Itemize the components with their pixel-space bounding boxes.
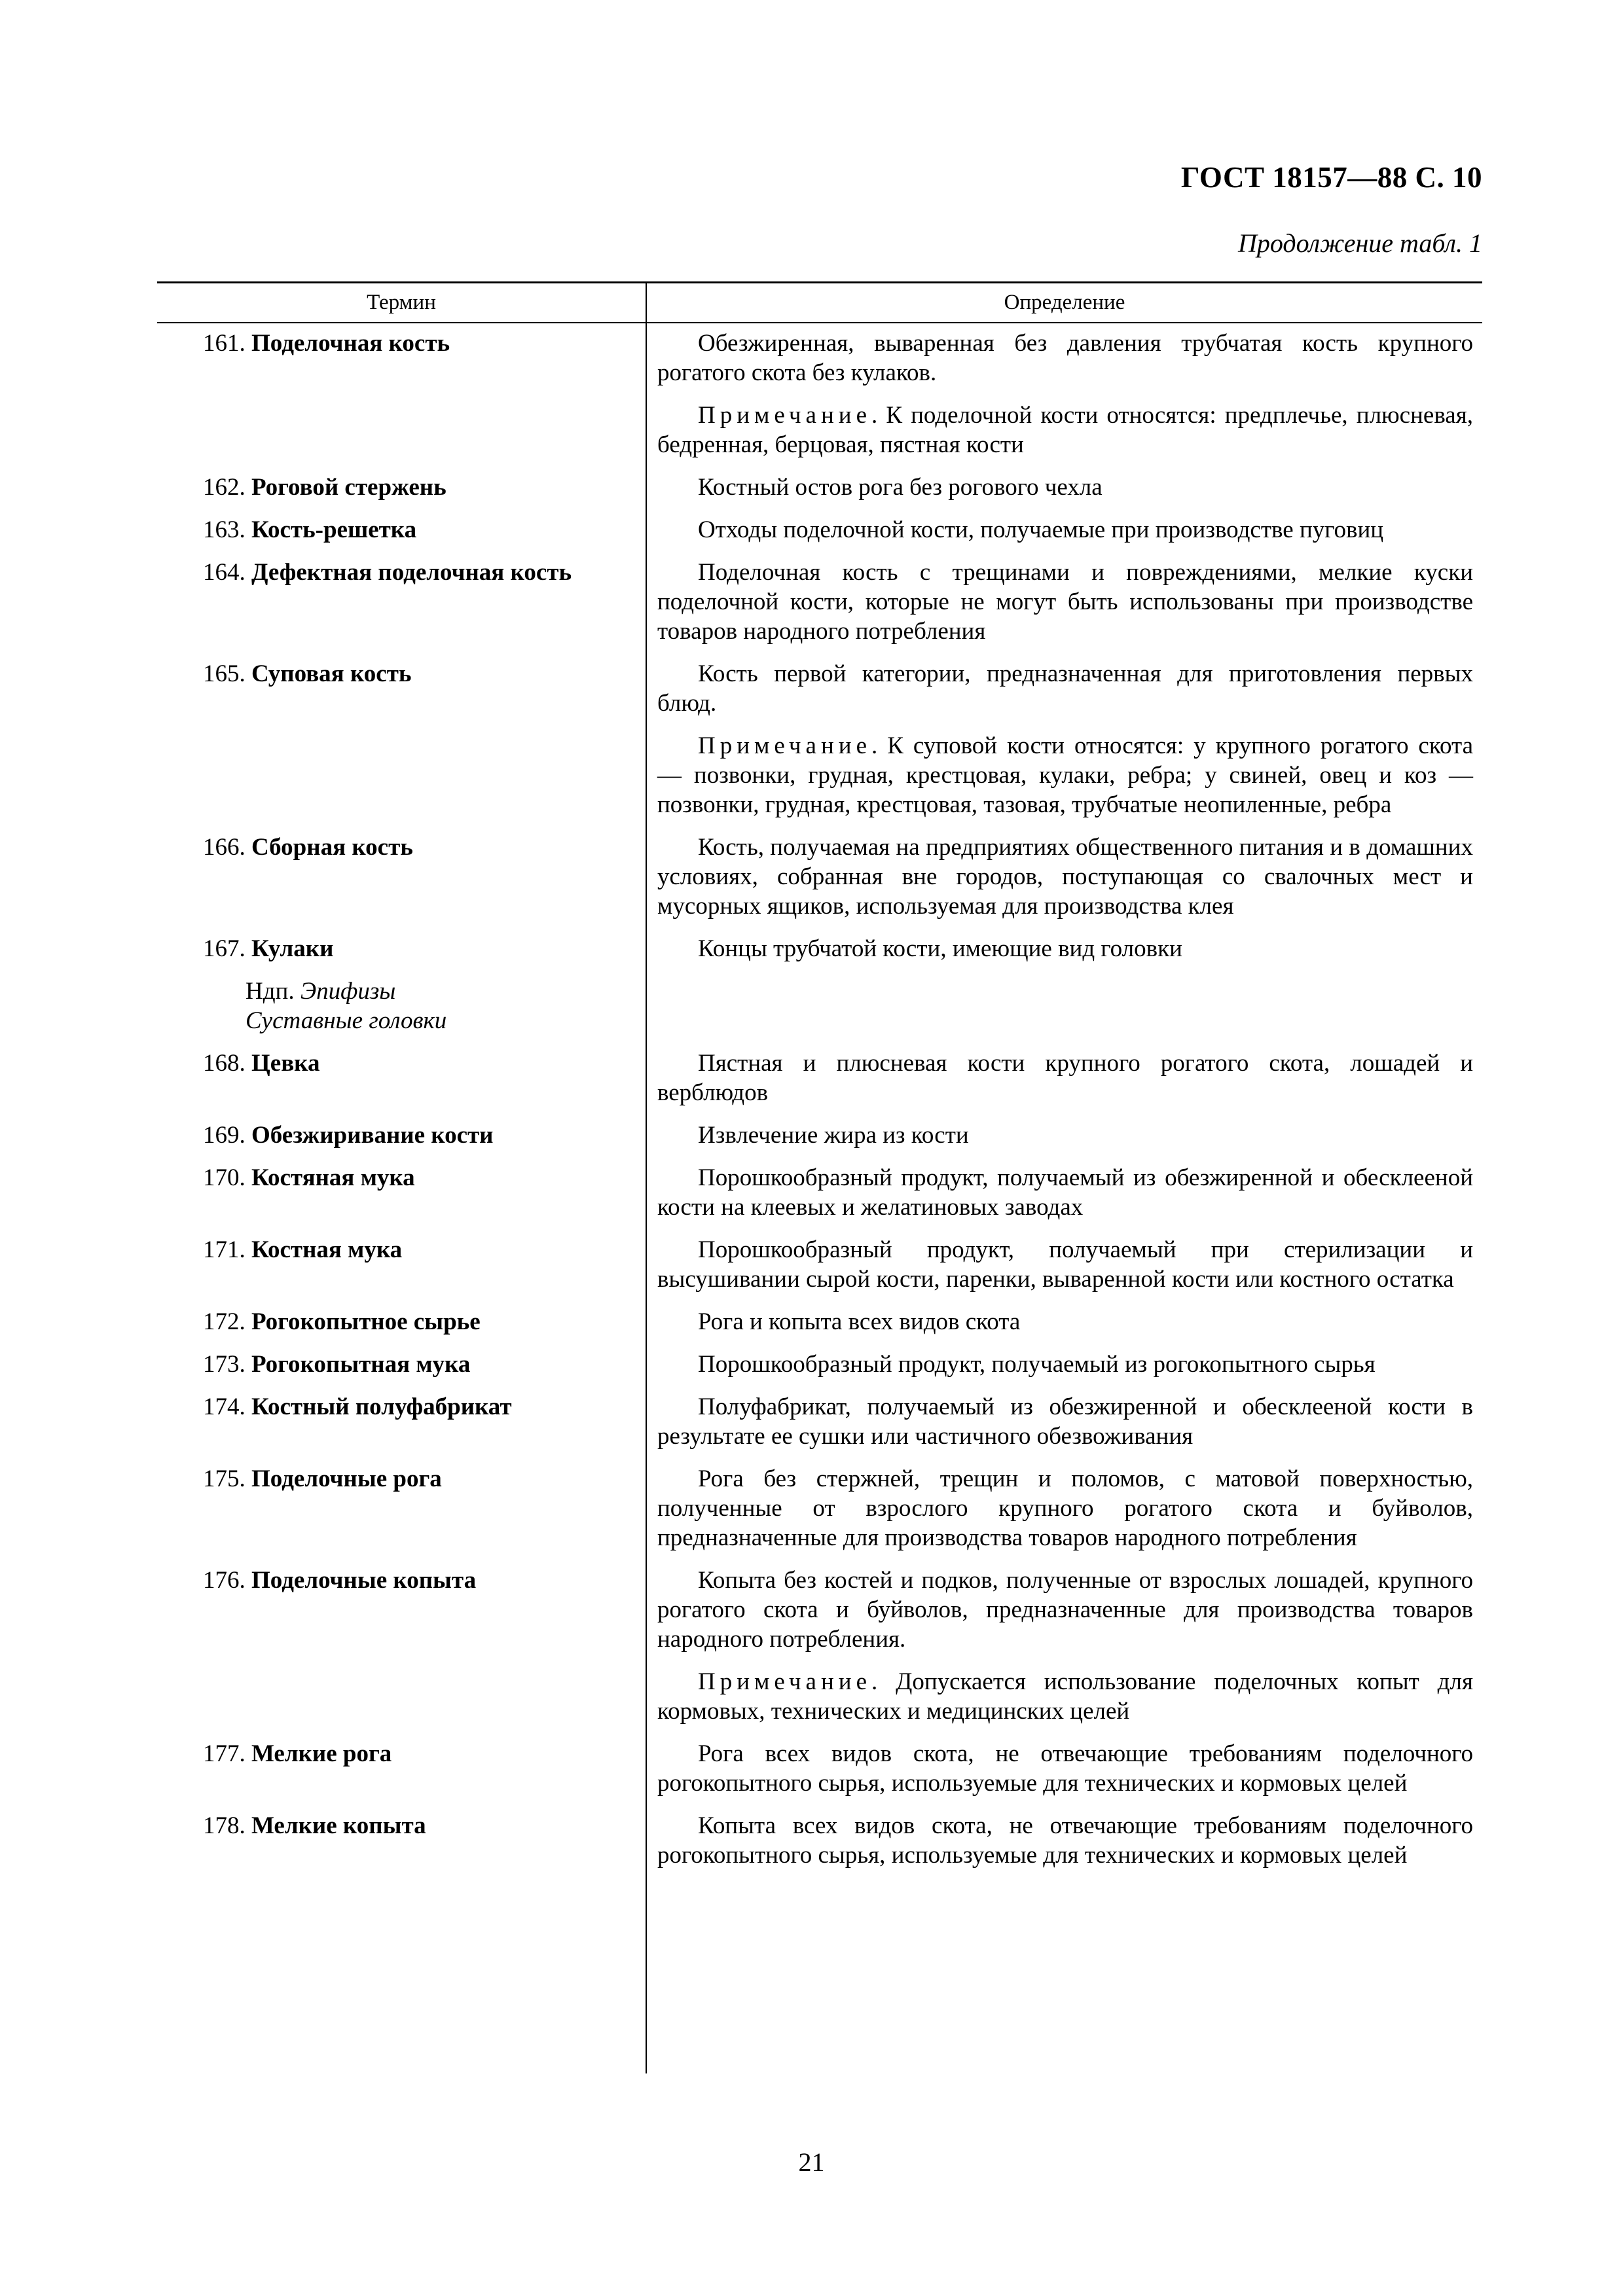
term-cell bbox=[157, 659, 646, 819]
term-number: 170. bbox=[203, 1164, 246, 1191]
row-spacer bbox=[157, 1222, 1482, 1235]
definition-cell bbox=[646, 1049, 1482, 1107]
deprecated-term-line bbox=[203, 1006, 632, 1035]
term-number: 172. bbox=[203, 1308, 246, 1335]
table-row bbox=[157, 1350, 1482, 1379]
term-cell bbox=[157, 1464, 646, 1552]
term-number: 161. bbox=[203, 330, 246, 357]
definition-text: Рога всех видов скота, не отвечающие требованиям поделочного рогокопытного сырья, используемые для технических и кормовых целей bbox=[657, 1740, 1473, 1797]
term-number: 178. bbox=[203, 1812, 246, 1839]
definition-text: Копыта без костей и подков, полученные от взрослых лошадей, крупного рогатого скота и буйволов, предназначенные для производства товаров народного потребления. bbox=[657, 1567, 1473, 1653]
definition-text: Кость первой категории, предназначенная для приготовления первых блюд. bbox=[657, 660, 1473, 717]
table-row bbox=[157, 1464, 1482, 1552]
column-header-term: Термин bbox=[367, 291, 436, 314]
term-cell bbox=[157, 833, 646, 921]
row-spacer bbox=[157, 1379, 1482, 1392]
term-cell bbox=[157, 1739, 646, 1798]
table-continuation-label: Продолжение табл. 1 bbox=[1237, 228, 1482, 258]
definition-text: Отходы поделочной кости, получаемые при производстве пуговиц bbox=[698, 516, 1384, 543]
definition-text: Рога и копыта всех видов скота bbox=[698, 1308, 1021, 1335]
term-name: Мелкие копыта bbox=[251, 1812, 426, 1839]
deprecated-term-line bbox=[203, 963, 632, 1006]
definition-text: Пястная и плюсневая кости крупного рогатого скота, лошадей и верблюдов bbox=[657, 1050, 1473, 1106]
table-row bbox=[157, 1739, 1482, 1798]
column-header-definition: Определение bbox=[1004, 291, 1125, 314]
definition-text: Порошкообразный продукт, получаемый при стерилизации и высушивании сырой кости, паренки, вываренной кости или костного остатка bbox=[657, 1236, 1473, 1293]
definition-cell bbox=[646, 1464, 1482, 1552]
term-name: Кулаки bbox=[251, 935, 334, 962]
row-spacer bbox=[157, 1798, 1482, 1811]
table-row bbox=[157, 473, 1482, 502]
term-name: Сборная кость bbox=[251, 834, 413, 861]
term-number: 163. bbox=[203, 516, 246, 543]
table-row bbox=[157, 659, 1482, 819]
row-spacer bbox=[157, 646, 1482, 659]
table-top-rule bbox=[157, 281, 1482, 283]
term-cell bbox=[157, 473, 646, 502]
term-name: Обезжиривание кости bbox=[251, 1122, 494, 1149]
term-cell bbox=[157, 1811, 646, 1870]
row-spacer bbox=[157, 1552, 1482, 1566]
note-text: . К суповой кости относятся: у крупного рогатого скота — позвонки, грудная, крестцовая, кулаки, ребра; у свиней, овец и коз — позвонки, грудная, крестцовая, тазовая, трубчатые неопиленные, ребра bbox=[657, 732, 1473, 818]
definition-note bbox=[657, 731, 1473, 819]
definition-cell bbox=[646, 1350, 1482, 1379]
definition-cell bbox=[646, 1811, 1482, 1870]
term-number: 175. bbox=[203, 1465, 246, 1492]
term-cell bbox=[157, 1307, 646, 1336]
term-cell bbox=[157, 515, 646, 545]
row-spacer bbox=[157, 459, 1482, 473]
table-row bbox=[157, 1566, 1482, 1726]
definition-text: Полуфабрикат, получаемый из обезжиренной и обесклееной кости в результате ее сушки или частичного обезвоживания bbox=[657, 1393, 1473, 1450]
definition-text: Копыта всех видов скота, не отвечающие требованиям поделочного рогокопытного сырья, используемые для технических и кормовых целей bbox=[657, 1812, 1473, 1869]
row-spacer bbox=[157, 921, 1482, 934]
table-body bbox=[157, 329, 1482, 1870]
row-spacer bbox=[157, 1336, 1482, 1350]
table-row bbox=[157, 1811, 1482, 1870]
table-row bbox=[157, 329, 1482, 459]
row-spacer bbox=[157, 1107, 1482, 1121]
deprecated-label: Ндп. bbox=[246, 978, 295, 1005]
term-name: Поделочные рога bbox=[251, 1465, 442, 1492]
row-spacer bbox=[157, 545, 1482, 558]
definition-cell bbox=[646, 1121, 1482, 1150]
note-text: . К поделочной кости относятся: предплечье, плюсневая, бедренная, берцовая, пястная кости bbox=[657, 402, 1473, 458]
term-name: Рогокопытная мука bbox=[251, 1351, 471, 1378]
row-spacer bbox=[157, 1150, 1482, 1163]
term-number: 164. bbox=[203, 559, 246, 586]
term-number: 166. bbox=[203, 834, 246, 861]
table-row bbox=[157, 1121, 1482, 1150]
row-spacer bbox=[157, 1726, 1482, 1739]
term-cell bbox=[157, 1566, 646, 1726]
term-name: Поделочные копыта bbox=[251, 1567, 477, 1594]
definition-cell bbox=[646, 1163, 1482, 1222]
definition-text: Порошкообразный продукт, получаемый из обезжиренной и обесклееной кости на клеевых и желатиновых заводах bbox=[657, 1164, 1473, 1221]
definition-cell bbox=[646, 329, 1482, 459]
table-row bbox=[157, 934, 1482, 1035]
document-header-title: ГОСТ 18157—88 С. 10 bbox=[1180, 161, 1482, 194]
term-number: 167. bbox=[203, 935, 246, 962]
table-row bbox=[157, 1307, 1482, 1336]
term-number: 168. bbox=[203, 1050, 246, 1077]
term-name: Поделочная кость bbox=[251, 330, 450, 357]
definition-text: Порошкообразный продукт, получаемый из рогокопытного сырья bbox=[698, 1351, 1376, 1378]
term-cell bbox=[157, 329, 646, 459]
definition-cell bbox=[646, 473, 1482, 502]
term-name: Цевка bbox=[251, 1050, 320, 1077]
term-name: Кость-решетка bbox=[251, 516, 417, 543]
row-spacer bbox=[157, 819, 1482, 833]
definition-cell bbox=[646, 1235, 1482, 1294]
term-name: Костная мука bbox=[251, 1236, 403, 1263]
term-name: Рогокопытное сырье bbox=[251, 1308, 481, 1335]
row-spacer bbox=[157, 502, 1482, 515]
definition-cell bbox=[646, 515, 1482, 545]
table-row bbox=[157, 515, 1482, 545]
definition-text: Рога без стержней, трещин и поломов, с матовой поверхностью, полученные от взрослого крупного рогатого скота и буйволов, предназначенные для производства товаров народного потребления bbox=[657, 1465, 1473, 1551]
definition-cell bbox=[646, 558, 1482, 646]
table-row bbox=[157, 558, 1482, 646]
term-cell bbox=[157, 558, 646, 646]
note-label: Примечание bbox=[698, 732, 871, 759]
definition-text: Обезжиренная, вываренная без давления трубчатая кость крупного рогатого скота без кулаков. bbox=[657, 330, 1473, 386]
definition-text: Поделочная кость с трещинами и повреждениями, мелкие куски поделочной кости, которые не могут быть использованы при производстве товаров народного потребления bbox=[657, 559, 1473, 645]
deprecated-term: Эпифизы bbox=[300, 978, 396, 1005]
definition-cell bbox=[646, 833, 1482, 921]
definition-cell bbox=[646, 659, 1482, 819]
definition-cell bbox=[646, 1392, 1482, 1451]
term-name: Мелкие рога bbox=[251, 1740, 392, 1767]
table-row bbox=[157, 1163, 1482, 1222]
term-number: 177. bbox=[203, 1740, 246, 1767]
term-number: 165. bbox=[203, 660, 246, 687]
term-cell bbox=[157, 934, 646, 1035]
definition-cell bbox=[646, 934, 1482, 1035]
row-spacer bbox=[157, 1035, 1482, 1049]
term-cell bbox=[157, 1049, 646, 1107]
definition-text: Костный остов рога без рогового чехла bbox=[698, 474, 1103, 501]
definition-note bbox=[657, 401, 1473, 459]
term-name: Дефектная поделочная кость bbox=[251, 559, 572, 586]
definition-text: Извлечение жира из кости bbox=[698, 1122, 969, 1149]
term-number: 174. bbox=[203, 1393, 246, 1420]
definition-note bbox=[657, 1667, 1473, 1726]
term-number: 171. bbox=[203, 1236, 246, 1263]
term-number: 173. bbox=[203, 1351, 246, 1378]
page-number: 21 bbox=[798, 2147, 825, 2177]
term-number: 169. bbox=[203, 1122, 246, 1149]
table-header-rule bbox=[157, 322, 1482, 323]
definition-text: Концы трубчатой кости, имеющие вид головки bbox=[698, 935, 1182, 962]
term-cell bbox=[157, 1235, 646, 1294]
definition-cell bbox=[646, 1739, 1482, 1798]
definition-cell bbox=[646, 1307, 1482, 1336]
table-row bbox=[157, 1392, 1482, 1451]
row-spacer bbox=[157, 1294, 1482, 1307]
table-row bbox=[157, 833, 1482, 921]
term-cell bbox=[157, 1163, 646, 1222]
definition-cell bbox=[646, 1566, 1482, 1726]
table-row bbox=[157, 1235, 1482, 1294]
table-row bbox=[157, 1049, 1482, 1107]
term-cell bbox=[157, 1392, 646, 1451]
term-cell bbox=[157, 1350, 646, 1379]
term-number: 176. bbox=[203, 1567, 246, 1594]
note-label: Примечание bbox=[698, 402, 871, 429]
row-spacer bbox=[157, 1451, 1482, 1464]
note-label: Примечание bbox=[698, 1668, 871, 1695]
term-name: Костный полуфабрикат bbox=[251, 1393, 512, 1420]
definition-text: Кость, получаемая на предприятиях общественного питания и в домашних условиях, собранная вне городов, поступающая со свалочных мест и мусорных ящиков, используемая для производства клея bbox=[657, 834, 1473, 920]
term-number: 162. bbox=[203, 474, 246, 501]
term-name: Костяная мука bbox=[251, 1164, 415, 1191]
note-text: . Допускается использование поделочных копыт для кормовых, технических и медицинских целей bbox=[657, 1668, 1473, 1725]
term-cell bbox=[157, 1121, 646, 1150]
deprecated-term: Суставные головки bbox=[246, 1007, 447, 1034]
term-name: Суповая кость bbox=[251, 660, 412, 687]
term-name: Роговой стержень bbox=[251, 474, 447, 501]
